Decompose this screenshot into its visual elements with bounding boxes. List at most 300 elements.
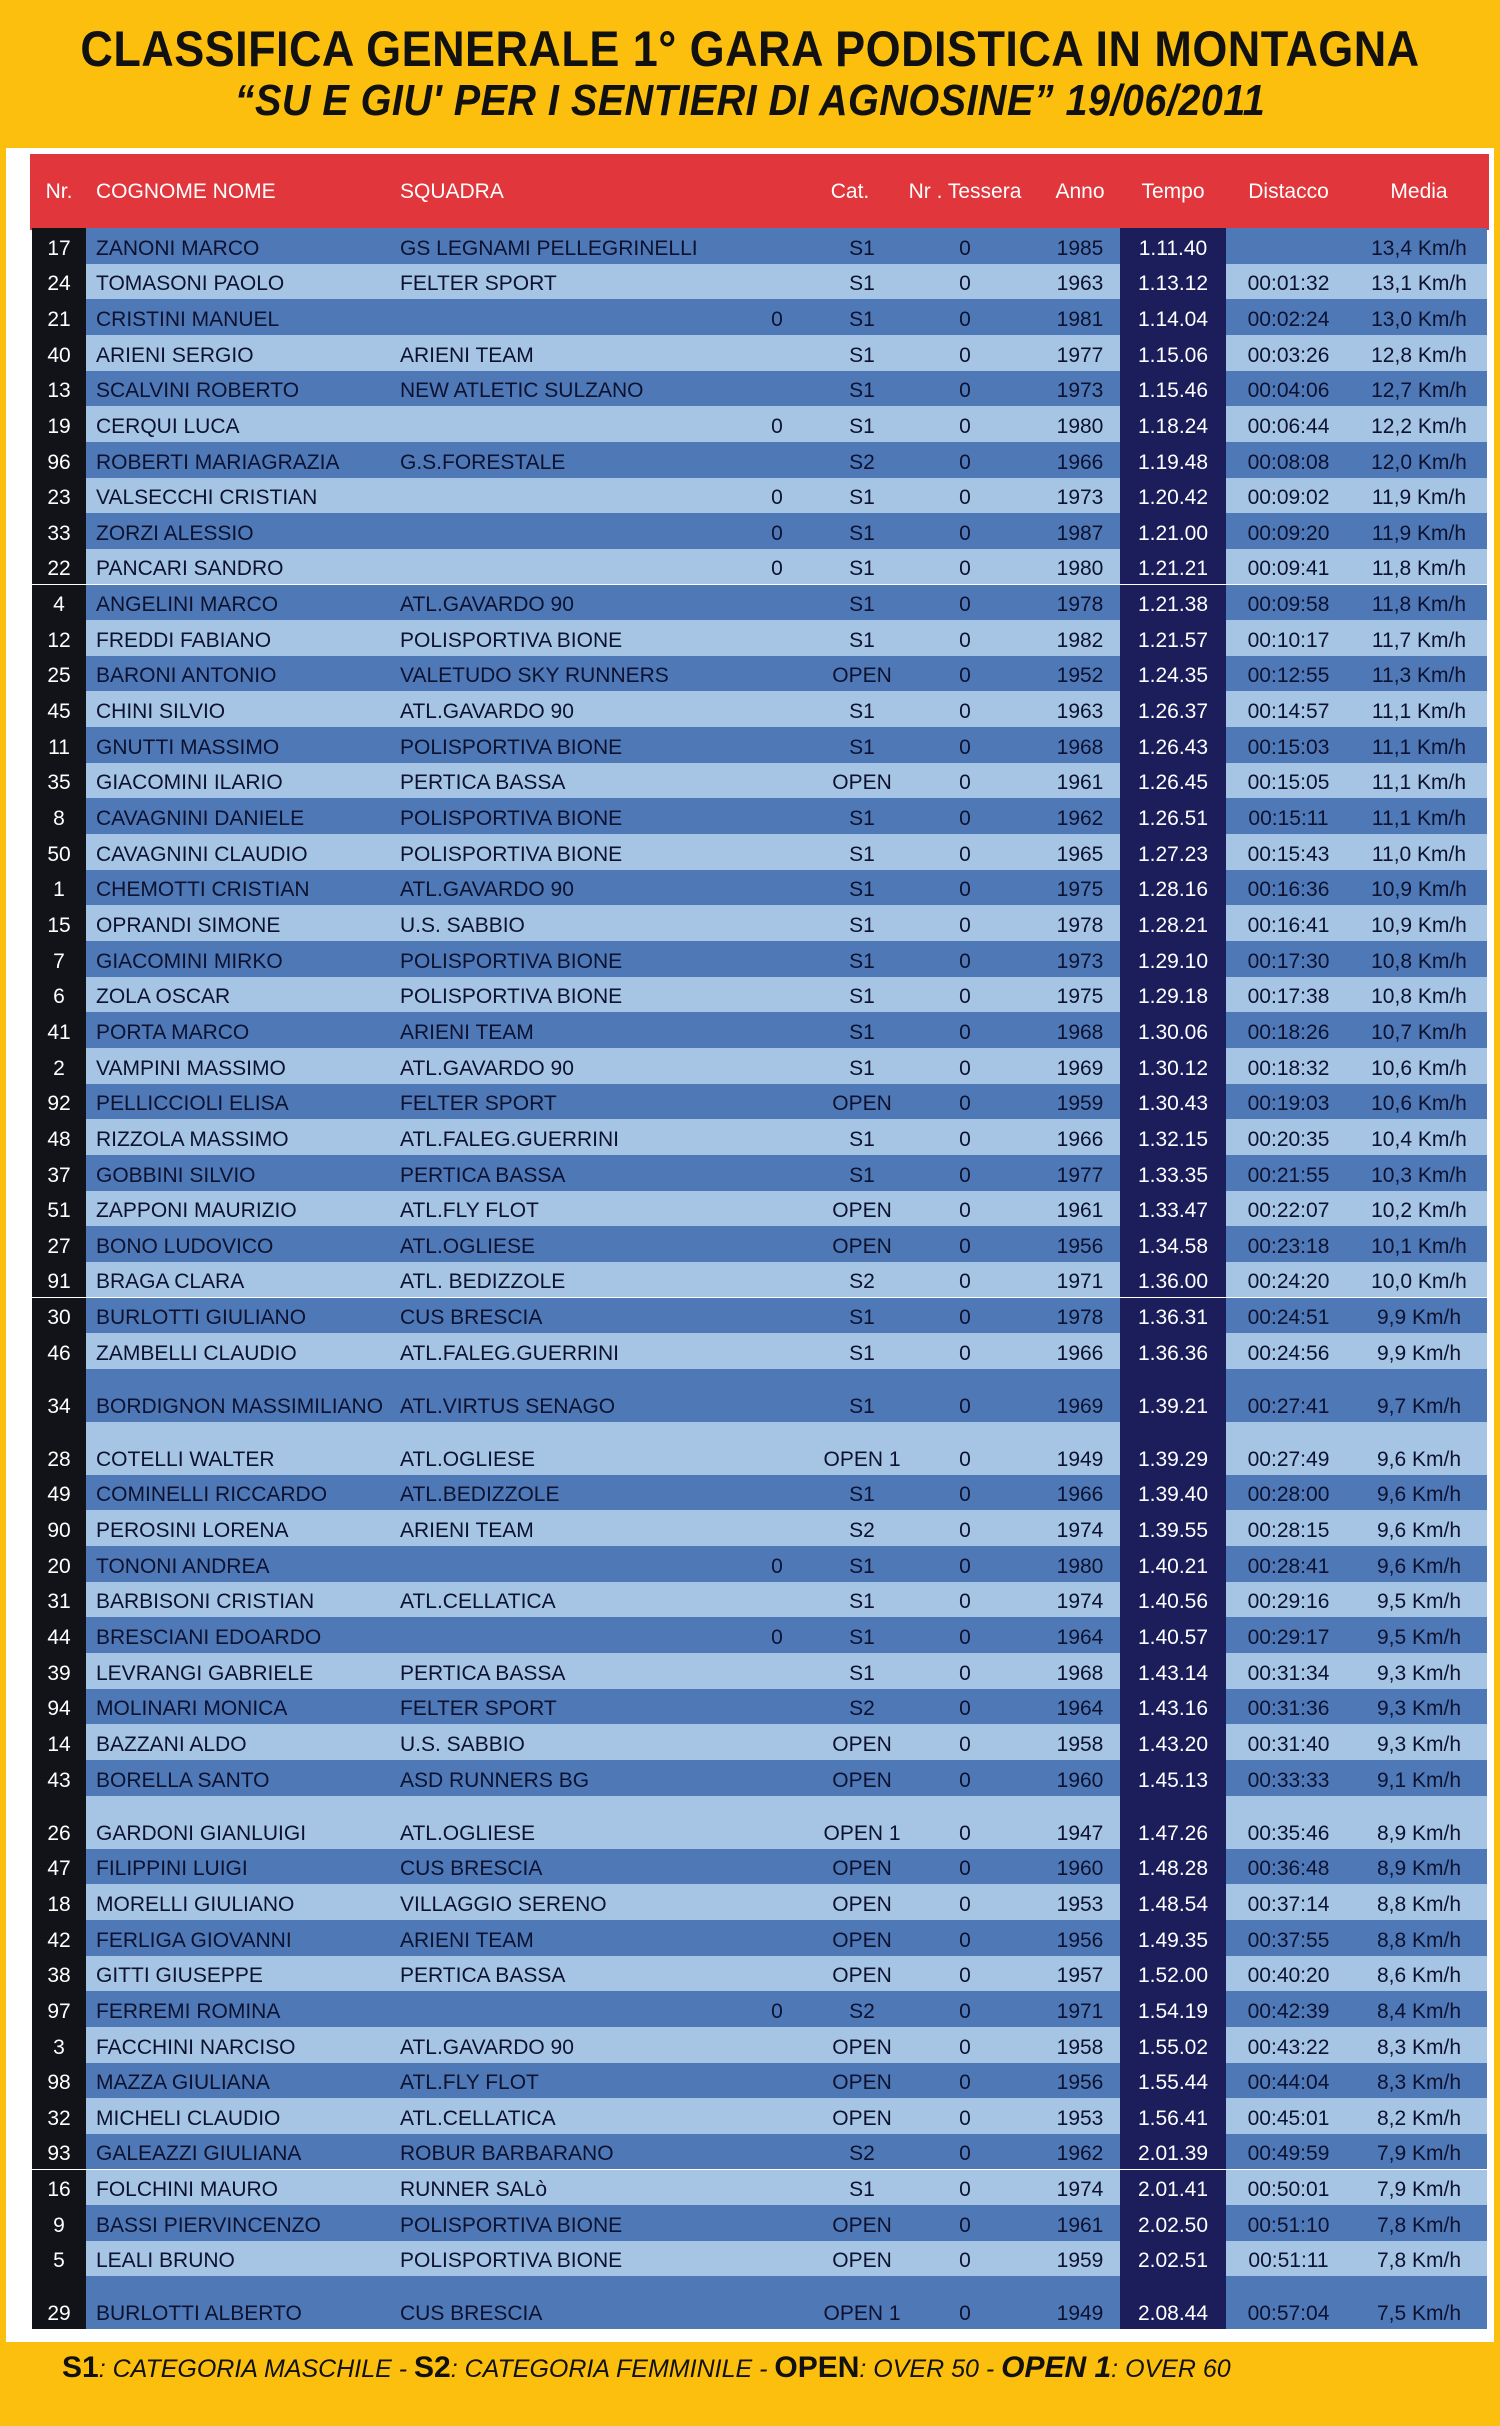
cell-nr: 25 [47, 664, 71, 688]
cell-cat: OPEN [832, 2035, 892, 2059]
cell-year: 1981 [1056, 307, 1104, 331]
cell-cat: OPEN [832, 2106, 892, 2130]
cell-time-bg [1120, 1475, 1226, 1511]
cell-gap: 00:45:01 [1247, 2106, 1330, 2130]
cell-cat: S1 [849, 878, 875, 902]
cell-cat: S1 [849, 735, 875, 759]
table-row [32, 977, 1487, 1013]
cell-time: 2.01.39 [1137, 2142, 1209, 2166]
cell-time: 2.08.44 [1137, 2302, 1209, 2326]
cell-year: 1960 [1056, 1857, 1104, 1881]
cell-name: ANGELINI MARCO [96, 593, 279, 617]
cell-nr: 35 [47, 771, 71, 795]
cell-gap: 00:29:16 [1247, 1590, 1330, 1614]
cell-nr: 17 [47, 236, 71, 260]
cell-cat: OPEN 1 [823, 1821, 901, 1845]
cell-time-bg [1120, 1617, 1226, 1653]
cell-zero: 0 [771, 1554, 783, 1578]
cell-gap: 00:18:26 [1247, 1020, 1330, 1044]
table-row [32, 1796, 1487, 1849]
cell-avg: 7,9 Km/h [1376, 2142, 1462, 2166]
cell-time-bg [1120, 656, 1226, 692]
cell-time-bg [1120, 1849, 1226, 1885]
cell-nr-bg [32, 2205, 86, 2241]
cell-time: 1.48.28 [1137, 1857, 1209, 1881]
cell-nr: 97 [47, 1999, 71, 2023]
cell-nr-bg [32, 2027, 86, 2063]
cell-nr-bg [32, 1119, 86, 1155]
cell-year: 1987 [1056, 521, 1104, 545]
cell-gap: 00:17:30 [1247, 949, 1330, 973]
cell-gap: 00:04:06 [1247, 379, 1330, 403]
table-row [32, 1333, 1487, 1369]
cell-year: 1953 [1056, 2106, 1104, 2130]
cell-zero: 0 [771, 486, 783, 510]
cell-name: CHEMOTTI CRISTIAN [96, 878, 310, 902]
table-row [32, 299, 1487, 335]
cell-time: 1.56.41 [1137, 2106, 1209, 2130]
cell-name: CRISTINI MANUEL [96, 307, 280, 331]
cell-time: 1.27.23 [1137, 842, 1209, 866]
cell-name: GITTI GIUSEPPE [96, 1964, 263, 1988]
table-row [32, 798, 1487, 834]
cell-team: FELTER SPORT [400, 1697, 557, 1721]
cell-card: 0 [959, 2178, 971, 2202]
cell-cat: S1 [849, 272, 875, 296]
cell-time-bg [1120, 620, 1226, 656]
cell-nr-bg [32, 1369, 86, 1422]
cell-gap: 00:09:20 [1247, 521, 1330, 545]
table-row [32, 1084, 1487, 1120]
cell-nr: 19 [47, 414, 71, 438]
cell-card: 0 [959, 2213, 971, 2237]
cell-name: ZORZI ALESSIO [96, 521, 254, 545]
cell-year: 1974 [1056, 2178, 1104, 2202]
table-row [32, 834, 1487, 870]
cell-team: U.S. SABBIO [400, 1732, 525, 1756]
cell-avg: 11,9 Km/h [1371, 486, 1467, 510]
cell-cat: OPEN [832, 1892, 892, 1916]
cell-name: FERLIGA GIOVANNI [96, 1928, 292, 1952]
cell-cat: S1 [849, 1483, 875, 1507]
cell-time-bg [1120, 2098, 1226, 2134]
cell-card: 0 [959, 450, 971, 474]
cell-nr: 8 [53, 807, 65, 831]
table-row [32, 442, 1487, 478]
cell-name: MOLINARI MONICA [96, 1697, 288, 1721]
cell-year: 1966 [1056, 1127, 1104, 1151]
cell-name: FACCHINI NARCISO [96, 2035, 296, 2059]
cell-time: 2.01.41 [1137, 2178, 1209, 2202]
cell-avg: 9,6 Km/h [1376, 1554, 1462, 1578]
header-nr: Nr. [45, 180, 73, 203]
cell-time-bg [1120, 941, 1226, 977]
cell-cat: OPEN [832, 1092, 892, 1116]
cell-name: BAZZANI ALDO [96, 1732, 247, 1756]
cell-cat: S1 [849, 1056, 875, 1080]
cell-team: U.S. SABBIO [400, 913, 525, 937]
cell-nr-bg [32, 2098, 86, 2134]
cell-name: LEVRANGI GABRIELE [96, 1661, 314, 1685]
cell-gap: 00:24:20 [1247, 1270, 1330, 1294]
cell-time-bg [1120, 1226, 1226, 1262]
cell-nr: 26 [47, 1821, 71, 1845]
cell-gap: 00:27:41 [1247, 1394, 1330, 1418]
cell-time-bg [1120, 1262, 1226, 1298]
cell-time: 1.29.10 [1137, 949, 1209, 973]
table-row [32, 1475, 1487, 1511]
cell-nr-bg [32, 1048, 86, 1084]
cell-cat: OPEN [832, 1199, 892, 1223]
cell-name: GIACOMINI ILARIO [96, 771, 283, 795]
cell-team: ATL.OGLIESE [400, 1447, 535, 1471]
cell-cat: S1 [849, 1127, 875, 1151]
cell-nr-bg [32, 1422, 86, 1475]
cell-avg: 12,8 Km/h [1371, 343, 1467, 367]
cell-name: FERREMI ROMINA [96, 1999, 281, 2023]
cell-year: 1985 [1056, 236, 1104, 260]
cell-cat: S1 [849, 985, 875, 1009]
cell-name: CHINI SILVIO [96, 700, 226, 724]
cell-nr-bg [32, 585, 86, 621]
cell-year: 1966 [1056, 450, 1104, 474]
cell-avg: 9,3 Km/h [1376, 1661, 1462, 1685]
cell-name: VAMPINI MASSIMO [96, 1056, 286, 1080]
cell-gap: 00:28:15 [1247, 1519, 1330, 1543]
cell-time-bg [1120, 798, 1226, 834]
cell-time: 1.33.35 [1137, 1163, 1209, 1187]
cell-nr: 33 [47, 521, 71, 545]
table-row [32, 264, 1487, 300]
cell-card: 0 [959, 521, 971, 545]
cell-gap: 00:37:14 [1247, 1892, 1330, 1916]
cell-cat: S1 [849, 1341, 875, 1365]
cell-cat: S1 [849, 557, 875, 581]
cell-avg: 12,7 Km/h [1371, 379, 1467, 403]
cell-name: TONONI ANDREA [96, 1554, 270, 1578]
cell-avg: 10,8 Km/h [1371, 949, 1467, 973]
header-card: Nr . Tessera [908, 180, 1022, 203]
cell-avg: 11,0 Km/h [1371, 842, 1467, 866]
cell-nr: 1 [53, 878, 65, 902]
cell-time-bg [1120, 1369, 1226, 1422]
table-row [32, 1653, 1487, 1689]
cell-cat: S1 [849, 236, 875, 260]
table-row [32, 1155, 1487, 1191]
cell-card: 0 [959, 1697, 971, 1721]
cell-avg: 7,8 Km/h [1376, 2213, 1462, 2237]
cell-avg: 10,2 Km/h [1371, 1199, 1467, 1223]
cell-nr: 14 [47, 1732, 71, 1756]
cell-avg: 11,7 Km/h [1371, 628, 1467, 652]
cell-year: 1974 [1056, 1590, 1104, 1614]
cell-nr: 93 [47, 2142, 71, 2166]
table-row [32, 549, 1487, 585]
cell-card: 0 [959, 2106, 971, 2130]
cell-year: 1956 [1056, 2071, 1104, 2095]
cell-avg: 11,1 Km/h [1371, 807, 1467, 831]
cell-team: POLISPORTIVA BIONE [400, 2213, 623, 2237]
table-row [32, 1298, 1487, 1334]
cell-nr: 30 [47, 1306, 71, 1330]
cell-nr: 16 [47, 2178, 71, 2202]
cell-nr: 39 [47, 1661, 71, 1685]
legend-s2-text: : CATEGORIA FEMMINILE - [450, 2355, 775, 2383]
cell-nr-bg [32, 2134, 86, 2170]
cell-team: ATL.GAVARDO 90 [400, 700, 574, 724]
cell-nr: 28 [47, 1447, 71, 1471]
cell-year: 1952 [1056, 664, 1104, 688]
cell-year: 1973 [1056, 949, 1104, 973]
cell-name: BORELLA SANTO [96, 1768, 270, 1792]
cell-team: ARIENI TEAM [400, 1519, 534, 1543]
cell-team: ATL.CELLATICA [400, 2106, 556, 2130]
category-legend [62, 2351, 1231, 2385]
cell-name: CERQUI LUCA [96, 414, 240, 438]
cell-card: 0 [959, 771, 971, 795]
cell-year: 1959 [1056, 2249, 1104, 2273]
cell-name: COMINELLI RICCARDO [96, 1483, 328, 1507]
cell-avg: 8,3 Km/h [1376, 2035, 1462, 2059]
legend-s1-code: S1 [62, 2351, 99, 2384]
cell-name: PANCARI SANDRO [96, 557, 284, 581]
cell-year: 1958 [1056, 1732, 1104, 1756]
cell-team: CUS BRESCIA [400, 1306, 543, 1330]
cell-name: ZAPPONI MAURIZIO [96, 1199, 297, 1223]
cell-nr: 4 [53, 593, 65, 617]
cell-time: 1.13.12 [1137, 272, 1209, 296]
table-row [32, 727, 1487, 763]
cell-time: 1.26.45 [1137, 771, 1209, 795]
cell-nr: 11 [48, 735, 70, 759]
legend-open-code: OPEN [774, 2351, 860, 2384]
cell-card: 0 [959, 1999, 971, 2023]
cell-gap: 00:57:04 [1247, 2302, 1330, 2326]
cell-nr-bg [32, 1226, 86, 1262]
cell-name: GARDONI GIANLUIGI [96, 1821, 307, 1845]
cell-time: 1.11.40 [1138, 236, 1208, 260]
cell-name: FOLCHINI MAURO [96, 2178, 279, 2202]
cell-gap: 00:24:51 [1247, 1306, 1330, 1330]
table-row [32, 1689, 1487, 1725]
cell-nr-bg [32, 763, 86, 799]
cell-team: GS LEGNAMI PELLEGRINELLI [400, 236, 698, 260]
cell-cat: OPEN [832, 1234, 892, 1258]
cell-nr-bg [32, 727, 86, 763]
cell-year: 1980 [1056, 414, 1104, 438]
cell-team: PERTICA BASSA [400, 771, 566, 795]
cell-time: 1.21.00 [1137, 521, 1209, 545]
cell-team: ASD RUNNERS BG [400, 1768, 590, 1792]
cell-nr-bg [32, 1991, 86, 2027]
cell-time-bg [1120, 2276, 1226, 2329]
table-row [32, 2027, 1487, 2063]
cell-year: 1978 [1056, 593, 1104, 617]
cell-card: 0 [959, 1394, 971, 1418]
cell-avg: 9,1 Km/h [1376, 1768, 1462, 1792]
cell-cat: S1 [849, 343, 875, 367]
cell-time-bg [1120, 1191, 1226, 1227]
cell-zero: 0 [771, 1626, 783, 1650]
cell-avg: 13,0 Km/h [1371, 307, 1467, 331]
cell-gap: 00:09:02 [1247, 486, 1330, 510]
cell-cat: S1 [849, 1626, 875, 1650]
cell-team: ARIENI TEAM [400, 343, 534, 367]
cell-time-bg [1120, 2063, 1226, 2099]
table-row [32, 1849, 1487, 1885]
cell-time: 1.34.58 [1137, 1234, 1209, 1258]
cell-team: G.S.FORESTALE [400, 450, 566, 474]
legend-open1-code: OPEN 1 [1001, 2351, 1112, 2384]
cell-time: 1.52.00 [1137, 1964, 1209, 1988]
cell-gap: 00:12:55 [1247, 664, 1330, 688]
cell-time: 1.39.29 [1137, 1447, 1209, 1471]
cell-year: 1980 [1056, 557, 1104, 581]
cell-cat: S1 [849, 414, 875, 438]
cell-avg: 10,0 Km/h [1371, 1270, 1467, 1294]
cell-time: 1.14.04 [1137, 307, 1209, 331]
cell-team: POLISPORTIVA BIONE [400, 735, 623, 759]
cell-avg: 9,6 Km/h [1376, 1447, 1462, 1471]
cell-avg: 10,9 Km/h [1371, 913, 1467, 937]
cell-avg: 8,2 Km/h [1376, 2106, 1462, 2130]
cell-gap: 00:20:35 [1247, 1127, 1330, 1151]
cell-name: BRAGA CLARA [96, 1270, 245, 1294]
cell-year: 1949 [1056, 2302, 1104, 2326]
cell-name: CAVAGNINI DANIELE [96, 807, 305, 831]
cell-team: POLISPORTIVA BIONE [400, 628, 623, 652]
cell-nr: 32 [47, 2106, 71, 2130]
cell-time-bg [1120, 1724, 1226, 1760]
cell-nr: 96 [47, 450, 71, 474]
cell-gap: 00:42:39 [1247, 1999, 1330, 2023]
cell-team: VALETUDO SKY RUNNERS [400, 664, 669, 688]
cell-nr-bg [32, 228, 86, 264]
cell-team: ATL.OGLIESE [400, 1234, 535, 1258]
table-header [32, 156, 1487, 228]
cell-gap: 00:09:41 [1247, 557, 1330, 581]
cell-avg: 11,3 Km/h [1371, 664, 1467, 688]
cell-team: VILLAGGIO SERENO [400, 1892, 607, 1916]
cell-cat: S2 [849, 1519, 875, 1543]
cell-time: 1.32.15 [1137, 1127, 1209, 1151]
cell-name: MICHELI CLAUDIO [96, 2106, 281, 2130]
table-row [32, 941, 1487, 977]
cell-cat: S1 [849, 486, 875, 510]
table-row [32, 1546, 1487, 1582]
cell-nr-bg [32, 1849, 86, 1885]
cell-team: PERTICA BASSA [400, 1661, 566, 1685]
cell-time-bg [1120, 1546, 1226, 1582]
cell-gap: 00:36:48 [1247, 1857, 1330, 1881]
table-row [32, 870, 1487, 906]
cell-time-bg [1120, 585, 1226, 621]
cell-cat: S1 [849, 1661, 875, 1685]
cell-team: ATL.GAVARDO 90 [400, 593, 574, 617]
cell-time-bg [1120, 905, 1226, 941]
cell-gap: 00:28:00 [1247, 1483, 1330, 1507]
cell-avg: 7,5 Km/h [1376, 2302, 1462, 2326]
cell-time-bg [1120, 1119, 1226, 1155]
cell-nr-bg [32, 798, 86, 834]
cell-avg: 13,4 Km/h [1371, 236, 1467, 260]
cell-nr: 34 [47, 1394, 71, 1418]
cell-year: 1974 [1056, 1519, 1104, 1543]
cell-card: 0 [959, 557, 971, 581]
cell-card: 0 [959, 735, 971, 759]
cell-cat: OPEN [832, 664, 892, 688]
cell-time-bg [1120, 1084, 1226, 1120]
cell-nr-bg [32, 1262, 86, 1298]
cell-cat: OPEN [832, 2071, 892, 2095]
cell-avg: 8,3 Km/h [1376, 2071, 1462, 2095]
cell-gap: 00:35:46 [1247, 1821, 1330, 1845]
cell-time: 1.19.48 [1137, 450, 1209, 474]
cell-time: 1.48.54 [1137, 1892, 1209, 1916]
cell-nr-bg [32, 442, 86, 478]
cell-cat: S2 [849, 450, 875, 474]
cell-time: 1.18.24 [1137, 414, 1209, 438]
cell-card: 0 [959, 1519, 971, 1543]
cell-gap: 00:01:32 [1247, 272, 1330, 296]
cell-time: 1.21.38 [1137, 593, 1209, 617]
cell-team: ATL. BEDIZZOLE [400, 1270, 566, 1294]
cell-year: 1968 [1056, 1661, 1104, 1685]
header-name: COGNOME NOME [96, 180, 276, 203]
table-row [32, 763, 1487, 799]
cell-team: ROBUR BARBARANO [400, 2142, 614, 2166]
cell-nr-bg [32, 1012, 86, 1048]
cell-time-bg [1120, 2170, 1226, 2206]
header-time: Tempo [1141, 180, 1205, 203]
cell-nr-bg [32, 1956, 86, 1992]
cell-time-bg [1120, 513, 1226, 549]
cell-avg: 8,8 Km/h [1376, 1928, 1462, 1952]
table-row [32, 1956, 1487, 1992]
cell-time: 1.15.46 [1137, 379, 1209, 403]
cell-name: ARIENI SERGIO [96, 343, 254, 367]
cell-name: PELLICCIOLI ELISA [96, 1092, 289, 1116]
cell-team: POLISPORTIVA BIONE [400, 949, 623, 973]
cell-nr: 42 [47, 1928, 71, 1952]
cell-nr: 51 [47, 1199, 71, 1223]
cell-time: 1.26.51 [1137, 807, 1209, 831]
cell-time-bg [1120, 2134, 1226, 2170]
cell-gap: 00:15:03 [1247, 735, 1330, 759]
cell-gap: 00:19:03 [1247, 1092, 1330, 1116]
cell-time-bg [1120, 2027, 1226, 2063]
cell-card: 0 [959, 1892, 971, 1916]
cell-cat: S1 [849, 2178, 875, 2202]
cell-cat: S1 [849, 1554, 875, 1578]
cell-card: 0 [959, 1626, 971, 1650]
cell-nr: 27 [47, 1234, 71, 1258]
cell-name: SCALVINI ROBERTO [96, 379, 300, 403]
cell-nr-bg [32, 335, 86, 371]
cell-gap: 00:02:24 [1247, 307, 1330, 331]
cell-nr: 24 [47, 272, 71, 296]
cell-year: 1957 [1056, 1964, 1104, 1988]
cell-gap: 00:31:34 [1247, 1661, 1330, 1685]
table-row [32, 1226, 1487, 1262]
cell-card: 0 [959, 913, 971, 937]
cell-cat: OPEN 1 [823, 1447, 901, 1471]
cell-cat: S2 [849, 1270, 875, 1294]
cell-avg: 10,6 Km/h [1371, 1092, 1467, 1116]
table-row [32, 1582, 1487, 1618]
cell-time: 1.43.16 [1137, 1697, 1209, 1721]
cell-year: 1968 [1056, 1020, 1104, 1044]
